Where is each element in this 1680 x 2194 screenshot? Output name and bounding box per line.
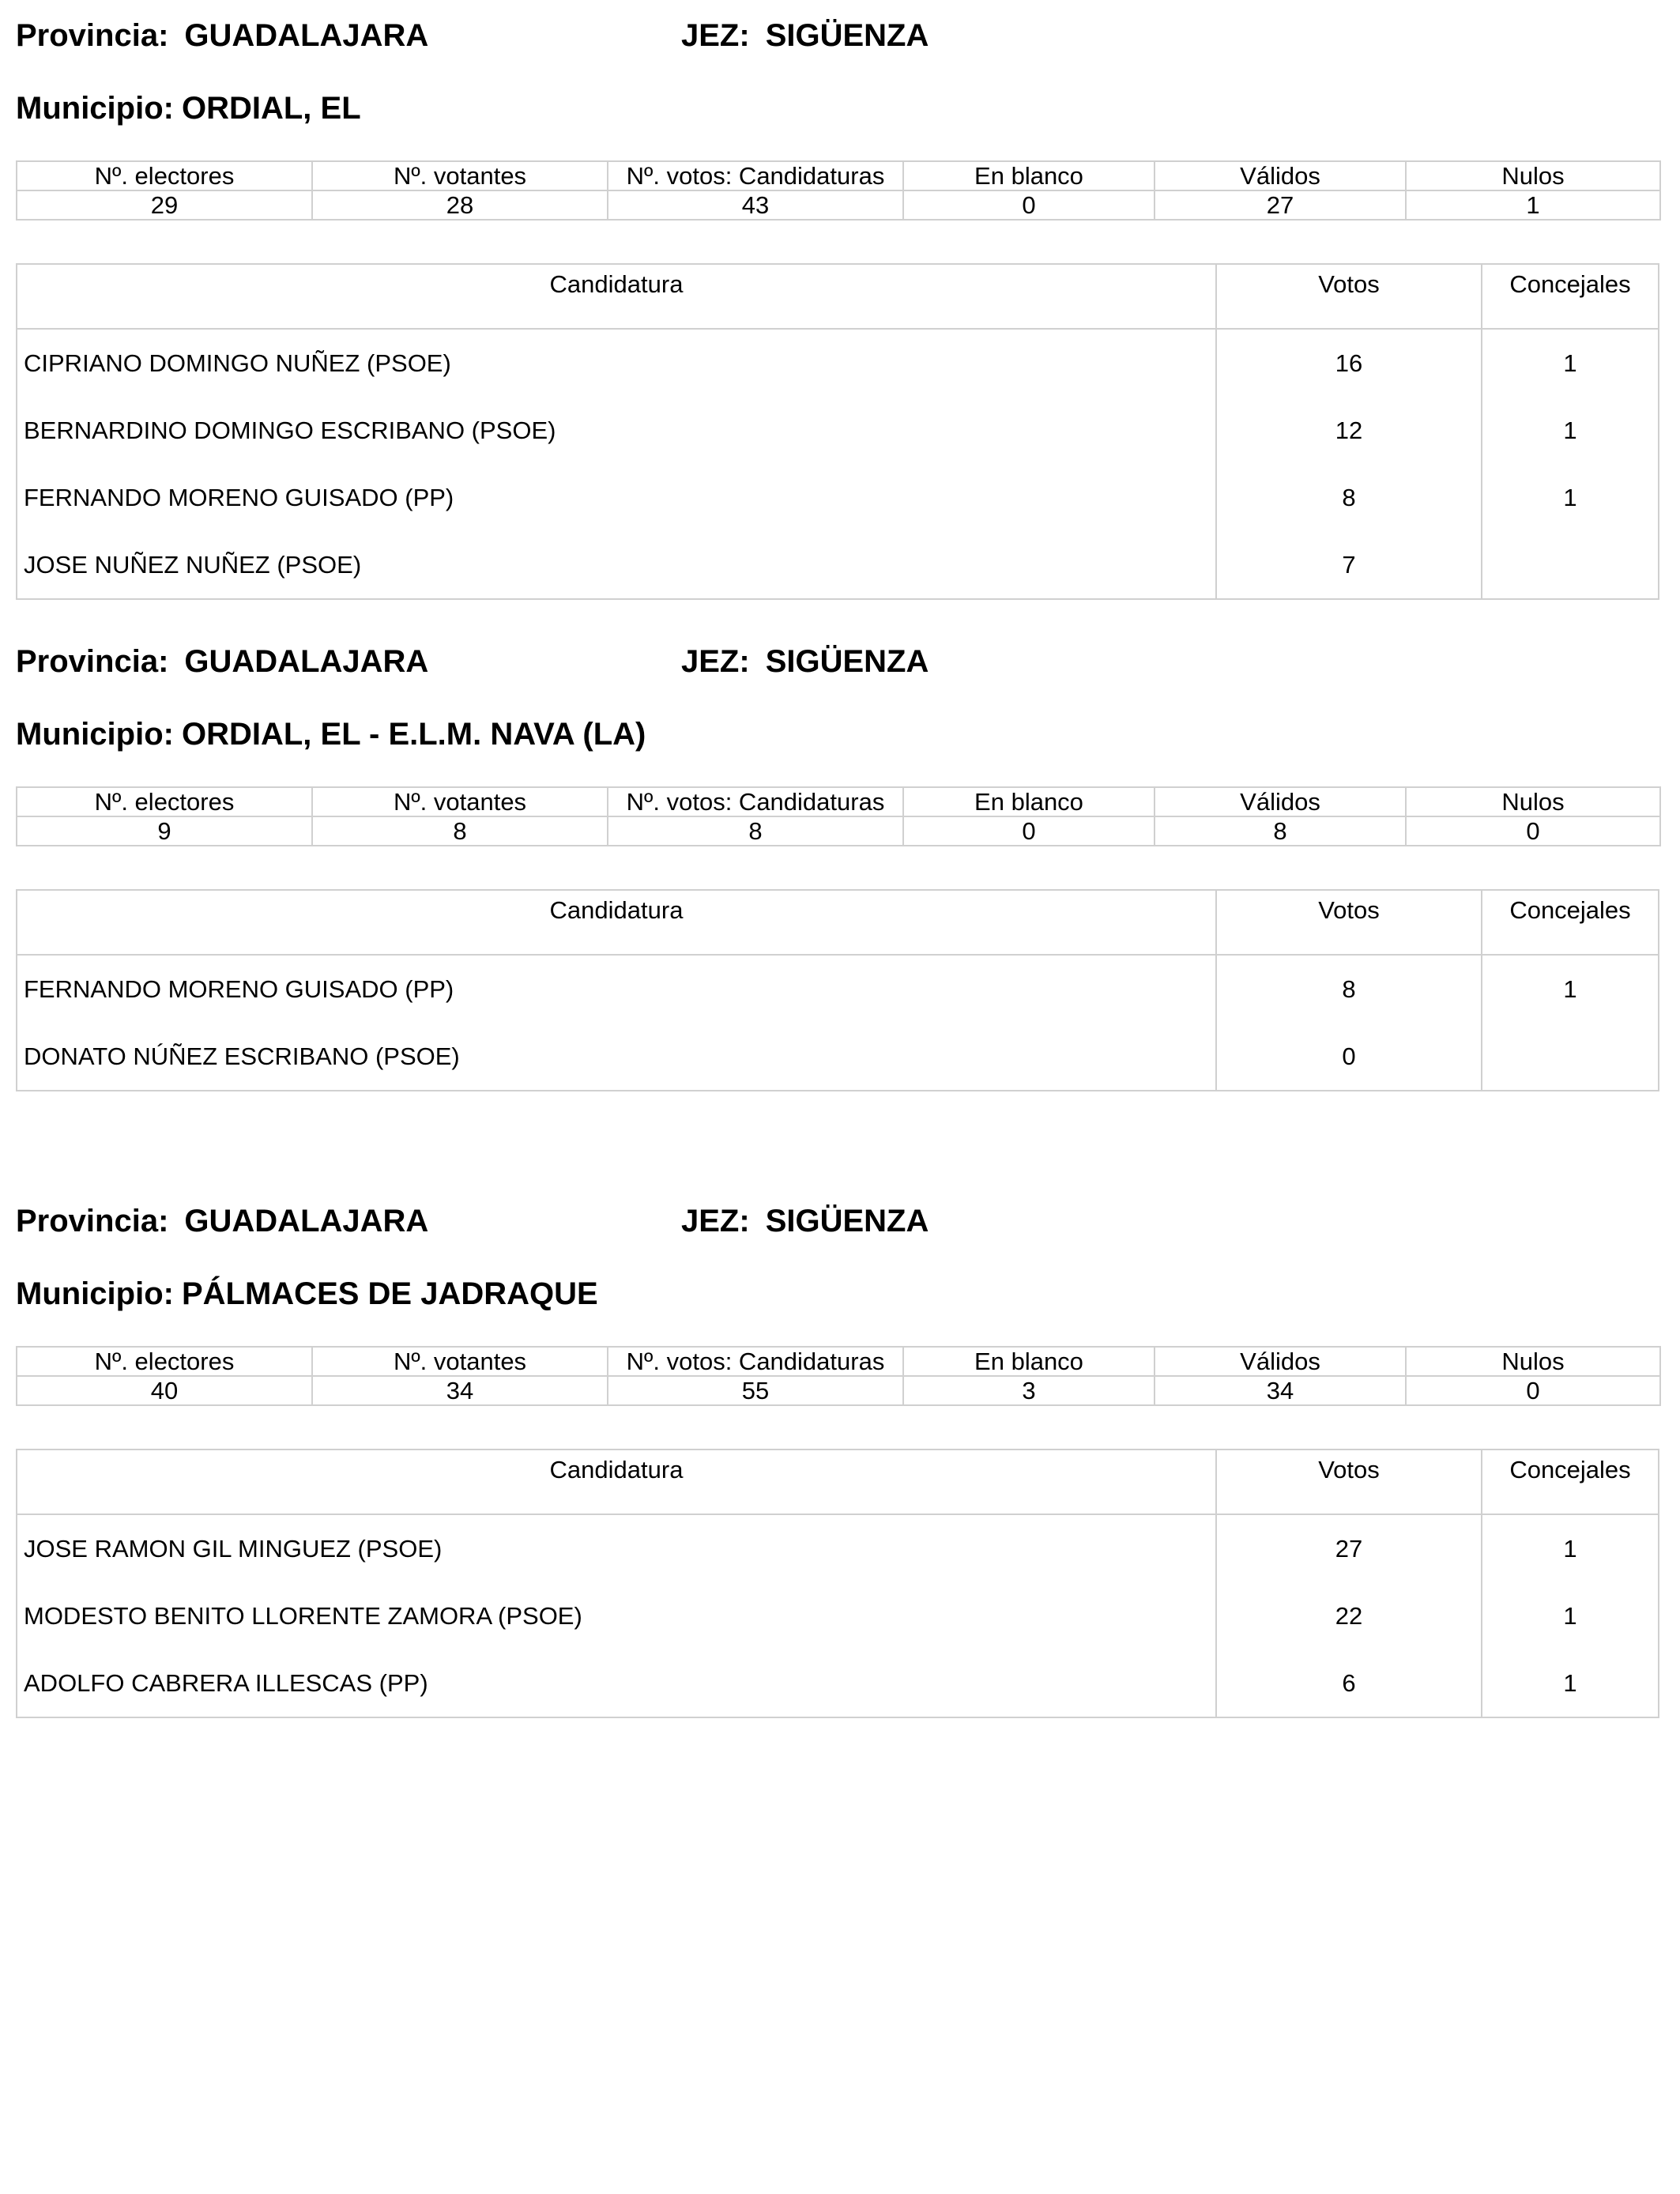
stats-value-validos: 34 xyxy=(1155,1376,1406,1405)
stats-header-blanco: En blanco xyxy=(903,1347,1155,1376)
candidate-row xyxy=(17,1515,1658,1582)
candidate-votos: 12 xyxy=(1335,417,1363,444)
provincia-label: Provincia: xyxy=(16,1204,169,1238)
stats-header-row xyxy=(17,161,1660,190)
provincia-heading xyxy=(16,642,428,681)
municipio-heading xyxy=(16,1274,598,1314)
stats-header-blanco: En blanco xyxy=(903,161,1155,190)
stats-header-votantes: Nº. votantes xyxy=(312,1347,608,1376)
candidate-concejales: 1 xyxy=(1563,1669,1577,1697)
stats-value-electores: 29 xyxy=(17,190,312,220)
stats-table xyxy=(16,1346,1661,1406)
jez-heading xyxy=(681,16,929,55)
municipio-label: Municipio: xyxy=(16,91,174,126)
candidate-name: JOSE NUÑEZ NUÑEZ (PSOE) xyxy=(24,551,362,579)
candidates-table xyxy=(16,263,1659,600)
candidate-name: MODESTO BENITO LLORENTE ZAMORA (PSOE) xyxy=(24,1602,582,1630)
candidate-row xyxy=(17,531,1658,598)
stats-header-electores: Nº. electores xyxy=(17,1347,312,1376)
candidate-name: BERNARDINO DOMINGO ESCRIBANO (PSOE) xyxy=(24,417,556,444)
candidate-row xyxy=(17,956,1658,1023)
provincia-value: GUADALAJARA xyxy=(184,1204,429,1238)
candidate-concejales: 1 xyxy=(1563,417,1577,444)
candidate-concejales: 1 xyxy=(1563,484,1577,511)
stats-header-candidaturas: Nº. votos: Candidaturas xyxy=(608,1347,903,1376)
stats-header-nulos: Nulos xyxy=(1406,787,1660,816)
stats-value-blanco: 3 xyxy=(903,1376,1155,1405)
jez-label: JEZ: xyxy=(681,18,750,53)
stats-value-blanco: 0 xyxy=(903,190,1155,220)
candidates-table xyxy=(16,889,1659,1091)
stats-header-validos: Válidos xyxy=(1155,1347,1406,1376)
stats-header-row xyxy=(17,787,1660,816)
provincia-label: Provincia: xyxy=(16,18,169,53)
candidates-header-row xyxy=(17,891,1658,956)
municipio-heading xyxy=(16,89,361,128)
candidates-header-row xyxy=(17,265,1658,330)
candidate-name: DONATO NÚÑEZ ESCRIBANO (PSOE) xyxy=(24,1042,460,1070)
candidate-name: JOSE RAMON GIL MINGUEZ (PSOE) xyxy=(24,1535,443,1563)
candidate-row xyxy=(17,464,1658,531)
candidate-row xyxy=(17,330,1658,397)
stats-header-validos: Válidos xyxy=(1155,161,1406,190)
stats-value-nulos: 1 xyxy=(1406,190,1660,220)
candidate-name: ADOLFO CABRERA ILLESCAS (PP) xyxy=(24,1669,428,1697)
candidate-votos: 27 xyxy=(1335,1535,1363,1563)
municipio-heading xyxy=(16,714,646,754)
candidate-votos: 7 xyxy=(1342,551,1356,579)
stats-value-candidaturas: 43 xyxy=(608,190,903,220)
stats-header-candidaturas: Nº. votos: Candidaturas xyxy=(608,787,903,816)
stats-value-electores: 40 xyxy=(17,1376,312,1405)
candidate-row xyxy=(17,1649,1658,1717)
candidate-row xyxy=(17,1582,1658,1649)
stats-value-votantes: 34 xyxy=(312,1376,608,1405)
stats-header-candidaturas: Nº. votos: Candidaturas xyxy=(608,161,903,190)
candidate-name: FERNANDO MORENO GUISADO (PP) xyxy=(24,975,454,1003)
municipio-value: ORDIAL, EL xyxy=(181,91,361,126)
candidate-votos: 16 xyxy=(1335,349,1363,377)
candidates-header-concejales: Concejales xyxy=(1509,1456,1631,1483)
candidate-row xyxy=(17,397,1658,464)
stats-value-votantes: 28 xyxy=(312,190,608,220)
stats-value-candidaturas: 55 xyxy=(608,1376,903,1405)
jez-heading xyxy=(681,1201,929,1241)
municipio-label: Municipio: xyxy=(16,1276,174,1311)
candidates-header-row xyxy=(17,1450,1658,1515)
stats-table xyxy=(16,786,1661,846)
candidates-header-candidatura: Candidatura xyxy=(549,1456,684,1483)
candidate-row xyxy=(17,1023,1658,1090)
stats-header-electores: Nº. electores xyxy=(17,161,312,190)
candidate-name: FERNANDO MORENO GUISADO (PP) xyxy=(24,484,454,511)
candidate-votos: 8 xyxy=(1342,975,1356,1003)
jez-value: SIGÜENZA xyxy=(765,18,929,53)
jez-label: JEZ: xyxy=(681,1204,750,1238)
candidate-concejales: 1 xyxy=(1563,349,1577,377)
stats-value-row xyxy=(17,816,1660,846)
candidates-header-votos: Votos xyxy=(1318,896,1380,924)
provincia-label: Provincia: xyxy=(16,644,169,679)
jez-value: SIGÜENZA xyxy=(765,644,929,679)
candidates-header-concejales: Concejales xyxy=(1509,896,1631,924)
provincia-value: GUADALAJARA xyxy=(184,644,429,679)
stats-value-validos: 27 xyxy=(1155,190,1406,220)
municipio-label: Municipio: xyxy=(16,717,174,752)
stats-header-nulos: Nulos xyxy=(1406,161,1660,190)
stats-value-row xyxy=(17,190,1660,220)
jez-value: SIGÜENZA xyxy=(765,1204,929,1238)
candidate-concejales: 1 xyxy=(1563,1535,1577,1563)
stats-value-blanco: 0 xyxy=(903,816,1155,846)
stats-header-electores: Nº. electores xyxy=(17,787,312,816)
candidate-votos: 0 xyxy=(1342,1042,1356,1070)
stats-header-votantes: Nº. votantes xyxy=(312,161,608,190)
stats-header-nulos: Nulos xyxy=(1406,1347,1660,1376)
candidate-votos: 8 xyxy=(1342,484,1356,511)
municipio-value: ORDIAL, EL - E.L.M. NAVA (LA) xyxy=(181,717,646,752)
candidate-concejales: 1 xyxy=(1563,975,1577,1003)
stats-header-validos: Válidos xyxy=(1155,787,1406,816)
stats-value-row xyxy=(17,1376,1660,1405)
candidate-votos: 6 xyxy=(1342,1669,1356,1697)
jez-label: JEZ: xyxy=(681,644,750,679)
provincia-heading xyxy=(16,1201,428,1241)
stats-value-electores: 9 xyxy=(17,816,312,846)
municipio-value: PÁLMACES DE JADRAQUE xyxy=(181,1276,598,1311)
candidates-table xyxy=(16,1449,1659,1718)
jez-heading xyxy=(681,642,929,681)
stats-table xyxy=(16,160,1661,221)
stats-header-votantes: Nº. votantes xyxy=(312,787,608,816)
candidates-header-votos: Votos xyxy=(1318,1456,1380,1483)
candidate-concejales: 1 xyxy=(1563,1602,1577,1630)
stats-value-nulos: 0 xyxy=(1406,816,1660,846)
candidate-votos: 22 xyxy=(1335,1602,1363,1630)
candidates-header-candidatura: Candidatura xyxy=(549,270,684,298)
provincia-value: GUADALAJARA xyxy=(184,18,429,53)
stats-header-row xyxy=(17,1347,1660,1376)
candidates-header-votos: Votos xyxy=(1318,270,1380,298)
candidate-name: CIPRIANO DOMINGO NUÑEZ (PSOE) xyxy=(24,349,451,377)
stats-header-blanco: En blanco xyxy=(903,787,1155,816)
stats-value-votantes: 8 xyxy=(312,816,608,846)
stats-value-validos: 8 xyxy=(1155,816,1406,846)
provincia-heading xyxy=(16,16,428,55)
stats-value-nulos: 0 xyxy=(1406,1376,1660,1405)
candidates-header-concejales: Concejales xyxy=(1509,270,1631,298)
candidates-header-candidatura: Candidatura xyxy=(549,896,684,924)
stats-value-candidaturas: 8 xyxy=(608,816,903,846)
